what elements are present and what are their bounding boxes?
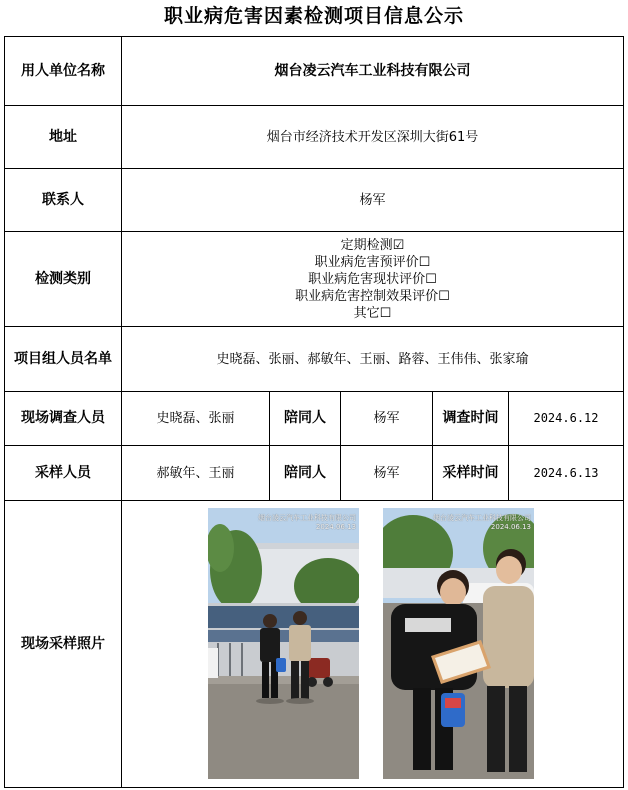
type-item: 职业病危害预评价☐ [314, 254, 431, 270]
site-photo-left [208, 508, 359, 779]
photo-timestamp: 烟台凌云汽车工业科技有限公司 2024.06.13 [258, 514, 356, 531]
survey-escort-value: 杨军 [340, 391, 433, 446]
sampling-label: 采样人员 [4, 445, 122, 501]
unit-value: 烟台凌云汽车工业科技有限公司 [121, 36, 624, 106]
members-value: 史晓磊、张丽、郝敏年、王丽、路蓉、王伟伟、张家瑜 [121, 326, 624, 392]
type-label: 检测类别 [4, 231, 122, 327]
survey-value: 史晓磊、张丽 [121, 391, 270, 446]
sampling-escort-value: 杨军 [340, 445, 433, 501]
type-item: 其它☐ [353, 305, 392, 321]
sampling-time-label: 采样时间 [432, 445, 509, 501]
sampling-time-value: 2024.6.13 [508, 445, 624, 501]
type-item: 定期检测☑ [340, 237, 405, 253]
address-value: 烟台市经济技术开发区深圳大街61号 [121, 105, 624, 169]
survey-label: 现场调查人员 [4, 391, 122, 446]
type-list [121, 231, 624, 327]
photos-cell [121, 500, 624, 788]
type-item: 职业病危害控制效果评价☐ [295, 288, 450, 304]
contact-label: 联系人 [4, 168, 122, 232]
type-item: 职业病危害现状评价☐ [308, 271, 437, 287]
survey-time-label: 调查时间 [432, 391, 509, 446]
survey-time-value: 2024.6.12 [508, 391, 624, 446]
survey-escort-label: 陪同人 [269, 391, 341, 446]
members-label: 项目组人员名单 [4, 326, 122, 392]
unit-label: 用人单位名称 [4, 36, 122, 106]
address-label: 地址 [4, 105, 122, 169]
sampling-value: 郝敏年、王丽 [121, 445, 270, 501]
sampling-escort-label: 陪同人 [269, 445, 341, 501]
photo-timestamp: 烟台凌云汽车工业科技有限公司 2024.06.13 [433, 514, 531, 531]
page-title: 职业病危害因素检测项目信息公示 [163, 5, 464, 27]
photos-label: 现场采样照片 [4, 500, 122, 788]
contact-value: 杨军 [121, 168, 624, 232]
site-photo-right [383, 508, 534, 779]
